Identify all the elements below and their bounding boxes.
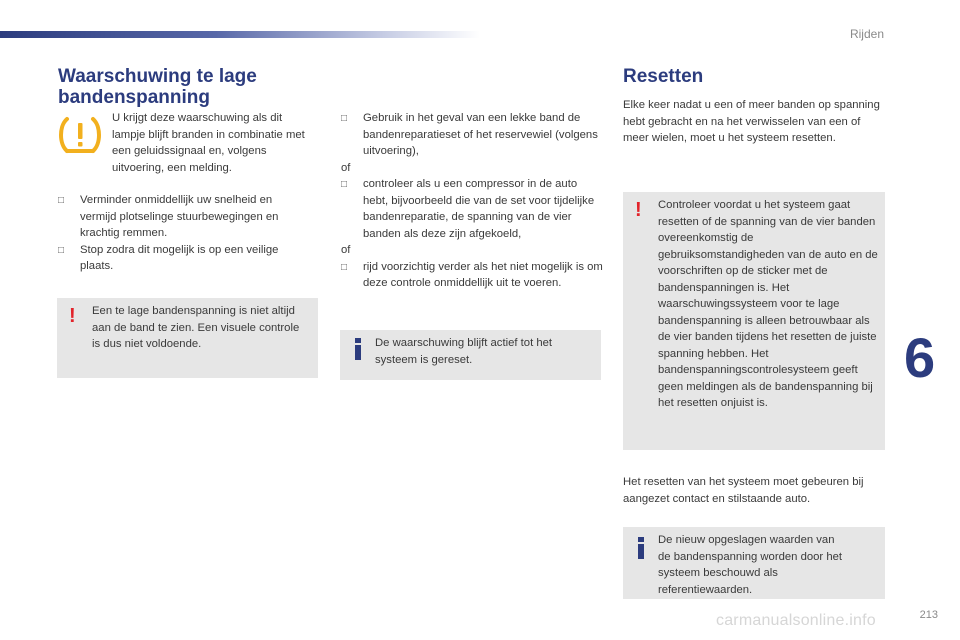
- bullet-marker: □: [341, 261, 348, 273]
- action-list: [58, 192, 308, 275]
- info-icon: [637, 537, 645, 559]
- list-item: □ Stop zodra dit mogelijk is op een veilige plaats.: [58, 242, 308, 275]
- exclamation-icon: !: [635, 199, 642, 221]
- list-item: □ Verminder onmiddellijk uw snelheid en vermijd plotselinge stuurbewegingen en krachtig remmen.: [58, 192, 308, 242]
- bullet-marker: □: [341, 113, 348, 124]
- info-text: De waarschuwing blijft actief tot het systeem is gereset.: [375, 337, 553, 366]
- exclamation-icon: !: [69, 305, 76, 327]
- caution-text: Een te lage bandenspanning is niet altijd aan de band te zien. Een visuele controle is dus niet voldoende.: [92, 305, 300, 350]
- tyre-pressure-warning-icon: [58, 116, 102, 154]
- page-number: 213: [919, 609, 938, 621]
- watermark: carmanualsonline.info: [716, 612, 876, 629]
- page-title: Waarschuwing te lage bandenspanning: [58, 66, 257, 108]
- bullet-marker: □: [58, 244, 65, 256]
- options-list: [341, 110, 603, 292]
- reset-condition-text: Het resetten van het systeem moet gebeuren bij aangezet contact en stilstaande auto.: [623, 476, 864, 505]
- warning-lamp-text: U krijgt deze waarschuwing als dit lampje blijft branden in combinatie met een geluidssignaal en, volgens uitvoering, een melding.: [112, 112, 305, 174]
- info-box-reference-values: [623, 527, 885, 599]
- section-label: Rijden: [849, 27, 884, 41]
- chapter-number: 6: [904, 326, 936, 389]
- bullet-marker: □: [341, 179, 348, 190]
- info-icon: [354, 338, 362, 360]
- caution-box-reset: [623, 192, 885, 450]
- caution-text: Controleer voordat u het systeem gaat resetten of de spanning van de vier banden overeenkomstig de gebruiksomstandigheden van de auto en de voorschriften op de sticker met de bandenspanningen is. Het waarschuwingssysteem voor te lage bandenspanning is alleen betrouwbaar als de vier banden tijdens het resetten de juiste spanning hebben. Het bandenspanningscontrolesysteem geeft geen meldingen als de bandenspanning bij het resetten onjuist is.: [658, 199, 878, 409]
- or-separator: of: [341, 244, 351, 256]
- list-item: □ rijd voorzichtig verder als het niet mogelijk is om deze controle onmiddellijk uit te voeren.: [341, 259, 603, 292]
- reset-title: Resetten: [623, 66, 704, 87]
- bullet-marker: □: [58, 195, 65, 206]
- or-separator: of: [341, 161, 351, 174]
- info-text: De nieuw opgeslagen waarden van de bandenspanning worden door het systeem beschouwd als referentiewaarden.: [658, 534, 843, 596]
- caution-box-low-pressure: [57, 298, 318, 378]
- reset-intro-text: Elke keer nadat u een of meer banden op spanning hebt gebracht en na het verwisselen van een of meer wielen, moet u het systeem resetten.: [623, 99, 880, 144]
- list-item: □ controleer als u een compressor in de auto hebt, bijvoorbeeld die van de set voor tijdelijke bandenreparatie, de spanning van de vier banden als deze zijn afgekoeld,: [341, 176, 603, 242]
- info-box-warning-active: [340, 330, 601, 380]
- list-item: □ Gebruik in het geval van een lekke band de bandenreparatieset of het reservewiel (volgens uitvoering),: [341, 110, 603, 160]
- header-bar: [0, 31, 480, 38]
